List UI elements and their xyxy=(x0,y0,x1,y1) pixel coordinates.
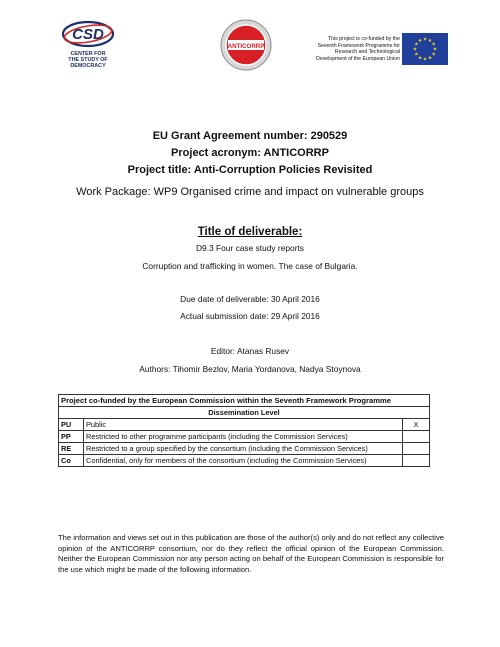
editor: Editor: Atanas Rusev xyxy=(210,346,290,356)
grant-agreement-number: EU Grant Agreement number: 290529 xyxy=(152,130,348,142)
dissemination-mark xyxy=(403,431,430,443)
dissemination-code: PP xyxy=(59,431,84,443)
project-title: Project title: Anti-Corruption Policies Revisited xyxy=(127,164,373,176)
eu-funding-notice: This project is co-funded by the Seventh Framework Programme for Research and Technological Development of the European Union xyxy=(316,36,400,62)
csd-logo-mark xyxy=(62,20,114,48)
table-row xyxy=(59,443,430,455)
table-row xyxy=(59,419,430,431)
csd-logo-line-2: THE STUDY OF xyxy=(68,57,108,63)
project-acronym: Project acronym: ANTICORRP xyxy=(171,147,329,159)
dissemination-code: PU xyxy=(59,419,84,431)
csd-logo-text: CSD xyxy=(72,26,104,43)
dissemination-code: RE xyxy=(59,443,84,455)
anticorrp-logo xyxy=(220,19,272,71)
anticorrp-logo-text: ANTICORRP xyxy=(227,43,265,50)
table-header: Project co-funded by the European Commission within the Seventh Framework Programme xyxy=(59,395,430,407)
dissemination-label: Confidential, only for members of the consortium (including the Commission Services) xyxy=(84,455,403,467)
dissemination-label: Public xyxy=(84,419,403,431)
work-package: Work Package: WP9 Organised crime and impact on vulnerable groups xyxy=(76,186,424,198)
authors: Authors: Tihomir Bezlov, Maria Yordanova, Nadya Stoynova xyxy=(139,364,361,374)
table-header-row xyxy=(59,395,430,407)
dissemination-label: Restricted to a group specified by the consortium (including the Commission Services) xyxy=(84,443,403,455)
dissemination-mark: X xyxy=(403,419,430,431)
csd-logo-line-3: DEMOCRACY xyxy=(70,63,106,69)
table-row xyxy=(59,455,430,467)
dissemination-table xyxy=(58,394,430,467)
dissemination-mark xyxy=(403,443,430,455)
submission-date: Actual submission date: 29 April 2016 xyxy=(180,311,320,321)
dissemination-code: Co xyxy=(59,455,84,467)
table-subheader-row xyxy=(59,407,430,419)
eu-flag-icon xyxy=(402,33,448,65)
csd-logo-line-1: CENTER FOR xyxy=(70,51,106,57)
due-date: Due date of deliverable: 30 April 2016 xyxy=(180,294,320,304)
disclaimer-text: The information and views set out in this publication are those of the author(s) only and do not reflect any collective opinion of the ANTICORRP consortium, nor do they reflect the official opinion of the European Commission. Neither the European Commission nor any person acting on behalf of the European Commission is responsible for the use which might be made of the following information. xyxy=(58,533,444,574)
dissemination-label: Restricted to other programme participants (including the Commission Services) xyxy=(84,431,403,443)
table-row xyxy=(59,431,430,443)
dissemination-mark xyxy=(403,455,430,467)
deliverable-code: D9.3 Four case study reports xyxy=(196,243,304,253)
deliverable-subtitle: Corruption and trafficking in women. The case of Bulgaria. xyxy=(142,261,358,271)
deliverable-heading: Title of deliverable: xyxy=(197,226,303,238)
csd-logo xyxy=(58,20,118,78)
table-subheader: Dissemination Level xyxy=(59,407,430,419)
